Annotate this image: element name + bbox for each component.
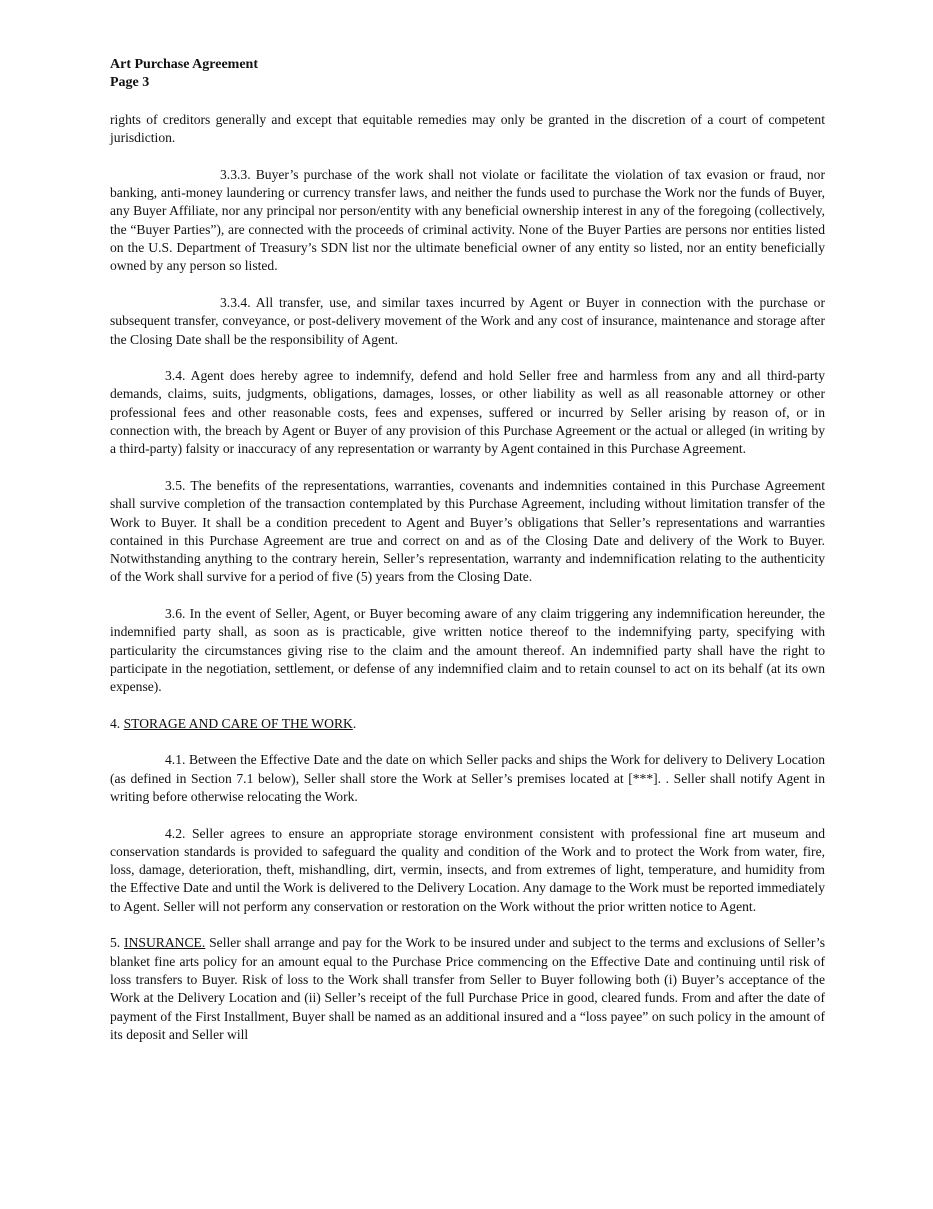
paragraph-3-6: 3.6. In the event of Seller, Agent, or Buyer becoming aware of any claim triggering any indemnification hereunder, the indemnified party shall, as soon as is practicable, give written notice thereof to the indemnifying party, specifying with particularity the circumstances giving rise to the claim and the amount thereof. An indemnified party shall have the right to participate in the negotiation, settlement, or defense of any indemnified claim and to retain counsel to act on its behalf (at its own expense). <box>110 606 825 695</box>
section-4-heading <box>110 715 825 733</box>
section-4-title: STORAGE AND CARE OF THE WORK <box>123 715 353 731</box>
paragraph-3-3-3: 3.3.3. Buyer’s purchase of the work shall not violate or facilitate the violation of tax evasion or fraud, nor banking, anti-money laundering or currency transfer laws, and neither the funds used to purchase the Work nor the funds of Buyer, any Buyer Affiliate, nor any principal nor person/entity with any beneficial ownership interest in any of the foregoing (collectively, the “Buyer Parties”), are connected with the proceeds of criminal activity. None of the Buyer Parties are persons nor entities listed on the U.S. Department of Treasury’s SDN list nor the ultimate beneficial owner of any entity so listed, nor an entity beneficially owned by any person so listed. <box>110 166 825 274</box>
document-page <box>110 56 825 1062</box>
section-5-text: Seller shall arrange and pay for the Work to be insured under and subject to the terms and exclusions of Seller’s blanket fine arts policy for an amount equal to the Purchase Price commencing on the Effective Date and continuing until risk of loss transfers to Buyer. Risk of loss to the Work shall transfer from Seller to Buyer following both (i) Buyer’s acceptance of the Work at the Delivery Location and (ii) Seller’s receipt of the full Purchase Price in good, cleared funds. From and after the date of payment of the First Installment, Buyer shall be named as an additional insured and a “loss payee” on such policy in the amount of its deposit and Seller will <box>110 935 825 1042</box>
paragraph-4-2: 4.2. Seller agrees to ensure an appropriate storage environment consistent with professional fine art museum and conservation standards is provided to safeguard the quality and condition of the Work and to protect the Work from water, fire, loss, damage, deterioration, theft, mishandling, dirt, vermin, insects, and from extremes of light, temperature, and humidity from the Effective Date and until the Work is delivered to the Delivery Location. Any damage to the Work must be reported immediately to Agent. Seller will not perform any conservation or restoration on the Work without the prior written notice to Agent. <box>110 825 825 914</box>
section-5-paragraph <box>110 934 825 1044</box>
page-header <box>110 56 825 92</box>
section-5-number: 5. <box>110 935 125 951</box>
section-4-number: 4. <box>110 715 124 731</box>
paragraph-continuation: rights of creditors generally and except that equitable remedies may only be granted in the discretion of a court of competent jurisdiction. <box>110 112 825 146</box>
document-title: Art Purchase Agreement <box>110 57 258 72</box>
paragraph-4-1: 4.1. Between the Effective Date and the date on which Seller packs and ships the Work for delivery to Delivery Location (as defined in Section 7.1 below), Seller shall store the Work at Seller’s premises located at [***]. . Seller shall notify Agent in writing before otherwise relocating the Work. <box>110 752 825 804</box>
section-4-period: . <box>352 715 357 731</box>
paragraph-3-4: 3.4. Agent does hereby agree to indemnify, defend and hold Seller free and harmless from any and all third-party demands, claims, suits, judgments, obligations, damages, losses, or other liability as well as all reasonable attorney or other professional fees and other reasonable costs, fees and expenses, suffered or incurred by Seller arising by reason of, or in connection with, the breach by Agent or Buyer of any provision of this Purchase Agreement or the actual or alleged (in writing by a third-party) falsity or inaccuracy of any representation or warranty by Agent contained in this Purchase Agreement. <box>110 368 825 457</box>
section-5-title: INSURANCE. <box>124 935 206 951</box>
paragraph-3-5: 3.5. The benefits of the representations, warranties, covenants and indemnities contained in this Purchase Agreement shall survive completion of the transaction contemplated by this Purchase Agreement, including without limitation transfer of the Work to Buyer. It shall be a condition precedent to Agent and Buyer’s obligations that Seller’s representations and warranties contained in this Purchase Agreement are true and correct on and as of the Closing Date and delivery of the Work to Buyer. Notwithstanding anything to the contrary herein, Seller’s representation, warranty and indemnification relating to the authenticity of the Work shall survive for a period of five (5) years from the Closing Date. <box>110 477 825 585</box>
paragraph-3-3-4: 3.3.4. All transfer, use, and similar taxes incurred by Agent or Buyer in connection with the purchase or subsequent transfer, conveyance, or post-delivery movement of the Work and any cost of insurance, maintenance and storage after the Closing Date shall be the responsibility of Agent. <box>110 294 825 347</box>
page-number: Page 3 <box>110 75 150 90</box>
